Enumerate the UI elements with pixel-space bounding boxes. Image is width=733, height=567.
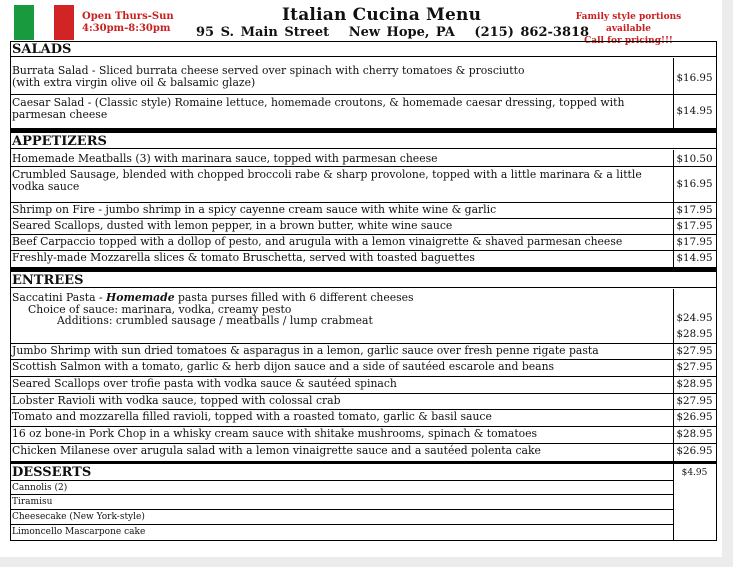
hours-days: Open Thurs-Sun (82, 11, 174, 22)
row-divider (11, 166, 716, 167)
entree-price: $27.95 (676, 345, 713, 357)
italian-flag-icon (14, 5, 74, 40)
address-phone: 95 S. Main Street New Hope, PA (215) 862-3818 (196, 25, 590, 40)
entree-price: $27.95 (676, 361, 713, 373)
appetizer-price: $10.50 (676, 153, 713, 165)
appetizer-item: Homemade Meatballs (3) with marinara sauce, topped with parmesan cheese (12, 152, 438, 165)
opening-hours (82, 11, 174, 35)
note-line-1: Family style portions available (575, 12, 682, 34)
salad-item (12, 97, 672, 120)
item-line: vodka sauce (12, 179, 80, 193)
appetizer-item: Shrimp on Fire - jumbo shrimp in a spicy cayenne cream sauce with white wine & garlic (12, 203, 497, 216)
entree-price: $27.95 (676, 395, 713, 407)
menu-title: Italian Cucina Menu (282, 5, 482, 25)
desserts-heading: DESSERTS (12, 465, 92, 480)
appetizer-item: Seared Scallops, dusted with lemon pepper, in a brown butter, white wine sauce (12, 219, 453, 232)
item-line (12, 292, 672, 304)
dessert-price: $4.95 (681, 468, 708, 478)
item-line: (with extra virgin olive oil & balsamic glaze) (12, 75, 256, 89)
menu-table (10, 41, 717, 541)
dessert-item: Cannolis (2) (12, 483, 68, 493)
homemade-emphasis: Homemade (106, 291, 175, 304)
dessert-item: Limoncello Mascarpone cake (12, 527, 146, 537)
section-divider (11, 461, 716, 464)
additions: Additions: crumbled sausage / meatballs / lump crabmeat (57, 314, 373, 327)
saccatini-additions-price: $28.95 (676, 328, 713, 340)
entree-price: $26.95 (676, 445, 713, 457)
entree-item: Seared Scallops over trofie pasta with vodka sauce & sautéed spinach (12, 377, 397, 390)
dessert-item: Cheesecake (New York-style) (12, 512, 145, 522)
appetizer-item: Beef Carpaccio topped with a dollop of pesto, and arugula with a lemon vinaigrette & shaved parmesan cheese (12, 235, 623, 248)
dessert-item: Tiramisu (12, 497, 53, 507)
sauce-choices: Choice of sauce: marinara, vodka, creamy pesto (28, 302, 292, 316)
row-divider (11, 509, 673, 510)
note-line-2: Call for pricing!!! (584, 36, 673, 46)
item-line: parmesan cheese (12, 107, 108, 121)
entree-item: Lobster Ravioli with vodka sauce, topped with colossal crab (12, 394, 341, 407)
row-divider (11, 524, 673, 525)
salad-item (12, 65, 672, 88)
salads-heading: SALADS (11, 42, 716, 57)
saccatini-price: $24.95 (676, 312, 713, 324)
hours-times: 4:30pm-8:30pm (82, 23, 171, 34)
appetizer-item: Freshly-made Mozzarella slices & tomato Bruschetta, served with toasted baguettes (12, 251, 475, 264)
saccatini-item (12, 292, 672, 327)
row-divider (11, 494, 673, 495)
item-line: Caesar Salad - (Classic style) Romaine lettuce, homemade croutons, & homemade caesar dressing, topped with (12, 96, 625, 109)
entree-price: $28.95 (676, 378, 713, 390)
salad-price: $16.95 (676, 72, 713, 84)
salad-price: $14.95 (676, 105, 713, 117)
appetizer-price: $14.95 (676, 252, 713, 264)
section-divider (11, 267, 716, 272)
entrees-heading: ENTREES (11, 273, 716, 288)
entree-item: Chicken Milanese over arugula salad with a lemon vinaigrette sauce and a sautéed polenta cake (12, 444, 541, 457)
item-line: Crumbled Sausage, blended with chopped broccoli rabe & sharp provolone, topped with a little marinara & a little (12, 168, 642, 181)
row-divider (11, 480, 673, 481)
entree-item: Jumbo Shrimp with sun dried tomatoes & asparagus in a lemon, garlic sauce over fresh penne rigate pasta (12, 344, 599, 357)
entree-item: Tomato and mozzarella filled ravioli, topped with a roasted tomato, garlic & basil sauce (12, 410, 492, 423)
item-description: pasta purses filled with 6 different cheeses (174, 291, 414, 304)
appetizer-price: $17.95 (676, 236, 713, 248)
entree-item: 16 oz bone-in Pork Chop in a whisky cream sauce with shitake mushrooms, spinach & tomatoes (12, 427, 538, 440)
appetizer-price: $17.95 (676, 220, 713, 232)
entree-item: Scottish Salmon with a tomato, garlic & herb dijon sauce and a side of sautéed escarole and beans (12, 360, 555, 373)
appetizer-price: $17.95 (676, 204, 713, 216)
item-line: Burrata Salad - Sliced burrata cheese served over spinach with cherry tomatoes & prosciutto (12, 64, 525, 77)
section-divider (11, 128, 716, 133)
appetizers-heading: APPETIZERS (11, 134, 716, 149)
appetizer-price: $16.95 (676, 178, 713, 190)
appetizer-item (12, 169, 672, 192)
entree-price: $26.95 (676, 411, 713, 423)
row-divider (11, 94, 716, 95)
entree-price: $28.95 (676, 428, 713, 440)
item-name: Saccatini Pasta - (12, 291, 107, 304)
